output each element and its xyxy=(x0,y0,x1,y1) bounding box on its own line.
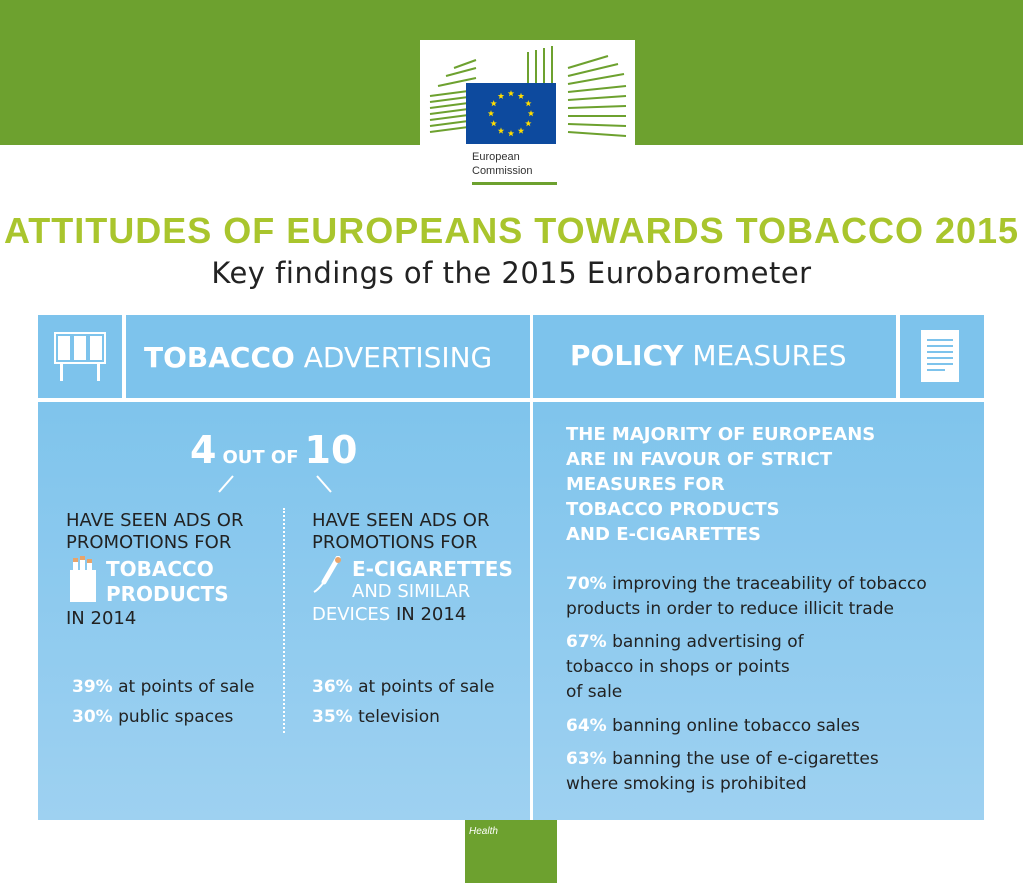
measure-pct: 67% xyxy=(566,632,607,652)
policy-icon-panel xyxy=(900,315,984,398)
ecig-line1: HAVE SEEN ADS OR xyxy=(312,510,490,531)
tobacco-product-line1: TOBACCO xyxy=(106,557,214,581)
page-title: ATTITUDES OF EUROPEANS TOWARDS TOBACCO 2015 xyxy=(3,210,1020,251)
measure-text: improving the traceability of tobacco xyxy=(612,574,927,594)
ratio-headline xyxy=(190,428,357,472)
tobacco-stat-1 xyxy=(72,676,254,698)
logo-line1: European xyxy=(472,151,520,163)
measure-pct: 70% xyxy=(566,574,607,594)
eu-star-icon xyxy=(525,100,531,106)
ecig-label: E-CIGARETTES xyxy=(352,557,513,581)
eu-star-icon xyxy=(488,110,494,116)
advertising-icon-panel xyxy=(38,315,122,398)
measure-pct: 63% xyxy=(566,749,607,769)
european-commission-logo xyxy=(420,40,635,185)
cigarette-pack-icon xyxy=(68,556,98,602)
e-cigarette-icon xyxy=(312,556,346,596)
column-divider xyxy=(283,508,285,733)
stat-pct: 36% xyxy=(312,677,353,697)
policy-measure-2 xyxy=(566,630,966,705)
eu-star-icon xyxy=(490,120,496,126)
eu-star-icon xyxy=(508,90,514,96)
policy-headline-line: TOBACCO PRODUCTS xyxy=(566,499,780,520)
ratio-branch-lines xyxy=(215,474,335,496)
logo-line2: Commission xyxy=(472,165,533,177)
measure-text: of sale xyxy=(566,682,623,702)
page-subtitle: Key findings of the 2015 Eurobarometer xyxy=(211,256,812,290)
document-icon xyxy=(900,315,984,398)
policy-header xyxy=(533,315,896,398)
ecig-stat-2 xyxy=(312,706,440,728)
advertising-header xyxy=(126,315,530,398)
tobacco-products-label xyxy=(106,557,214,581)
eu-star-icon xyxy=(525,120,531,126)
policy-headline xyxy=(566,422,875,547)
logo-text xyxy=(472,150,533,178)
measure-text: banning advertising of xyxy=(612,632,804,652)
policy-measure-4 xyxy=(566,747,966,797)
policy-measure-3 xyxy=(566,714,966,739)
stat-label: at points of sale xyxy=(358,677,495,697)
ecig-devices: DEVICES xyxy=(312,604,391,625)
eu-star-icon xyxy=(508,130,514,136)
tobacco-line1: HAVE SEEN ADS OR xyxy=(66,510,244,531)
stat-pct: 35% xyxy=(312,707,353,727)
footer-health-tab xyxy=(465,820,557,883)
stat-pct: 39% xyxy=(72,677,113,697)
tobacco-product-line2: PRODUCTS xyxy=(106,582,229,606)
billboard-icon xyxy=(38,315,122,398)
footer-tag: Health xyxy=(469,826,498,837)
logo-underline xyxy=(472,182,557,185)
ratio-text: OUT OF xyxy=(222,447,299,468)
tobacco-year: IN 2014 xyxy=(66,608,137,629)
tobacco-stat-2 xyxy=(72,706,233,728)
measure-text: products in order to reduce illicit trade xyxy=(566,599,894,619)
advertising-heading-bold: TOBACCO xyxy=(144,341,295,374)
policy-headline-line: MEASURES FOR xyxy=(566,474,725,495)
policy-measure-1 xyxy=(566,572,966,622)
ecig-line2: PROMOTIONS FOR xyxy=(312,532,478,553)
policy-headline-line: AND E-CIGARETTES xyxy=(566,524,761,545)
tobacco-seen-text xyxy=(66,510,243,554)
stat-pct: 30% xyxy=(72,707,113,727)
measure-text: tobacco in shops or points xyxy=(566,657,790,677)
eu-star-icon xyxy=(518,93,524,99)
eu-star-icon xyxy=(498,93,504,99)
eu-star-icon xyxy=(490,100,496,106)
eu-star-icon xyxy=(518,127,524,133)
eu-star-icon xyxy=(498,127,504,133)
policy-headline-line: THE MAJORITY OF EUROPEANS xyxy=(566,424,876,445)
ratio-numerator: 4 xyxy=(190,428,217,472)
ecig-seen-text xyxy=(312,510,489,554)
stat-label: television xyxy=(358,707,440,727)
ecig-stat-1 xyxy=(312,676,494,698)
policy-heading-light: MEASURES xyxy=(692,339,847,372)
ecig-devices-line xyxy=(312,604,466,626)
measure-text: banning online tobacco sales xyxy=(612,716,860,736)
measure-text: banning the use of e-cigarettes xyxy=(612,749,879,769)
stat-label: at points of sale xyxy=(118,677,255,697)
eu-flag-icon xyxy=(466,83,556,144)
stat-label: public spaces xyxy=(118,707,234,727)
advertising-heading-light: ADVERTISING xyxy=(303,341,493,374)
tobacco-products-label-2 xyxy=(106,582,229,606)
policy-headline-line: ARE IN FAVOUR OF STRICT xyxy=(566,449,833,470)
ecig-similar: AND SIMILAR xyxy=(352,581,471,602)
measure-text: where smoking is prohibited xyxy=(566,774,807,794)
policy-heading-bold: POLICY xyxy=(570,339,684,372)
ecig-year: IN 2014 xyxy=(395,604,467,625)
measure-pct: 64% xyxy=(566,716,607,736)
tobacco-line2: PROMOTIONS FOR xyxy=(66,532,232,553)
ratio-denominator: 10 xyxy=(304,428,358,472)
eu-star-icon xyxy=(528,110,534,116)
